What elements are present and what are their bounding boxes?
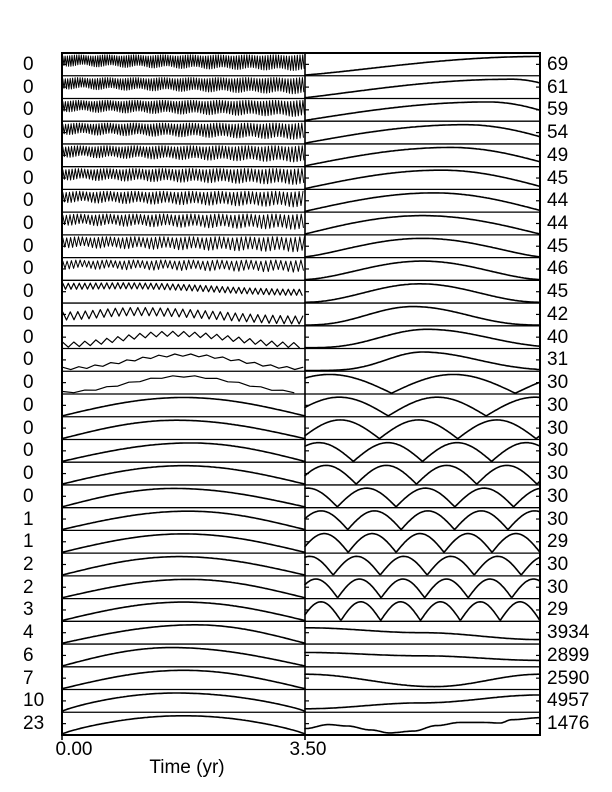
row-left-label: 0 xyxy=(23,144,34,166)
row-right-label: 42 xyxy=(547,303,569,325)
row-right-label: 54 xyxy=(547,122,569,144)
row-left-label: 0 xyxy=(23,99,34,121)
row-left-label: 4 xyxy=(23,622,34,644)
row-left-label: 6 xyxy=(23,644,34,666)
row-right-label: 30 xyxy=(547,372,569,394)
row-left-label: 3 xyxy=(23,599,34,621)
row-left-label: 0 xyxy=(23,417,34,439)
x-axis-tick-right: 3.50 xyxy=(289,739,327,760)
row-right-label: 61 xyxy=(547,76,569,98)
row-right-label: 45 xyxy=(547,281,569,303)
row-left-label: 0 xyxy=(23,281,34,303)
row-left-label: 10 xyxy=(23,690,45,712)
row-left-label: 0 xyxy=(23,190,34,212)
row-left-label: 1 xyxy=(23,531,34,553)
row-left-label: 0 xyxy=(23,372,34,394)
row-left-label: 0 xyxy=(23,53,34,75)
row-right-label: 30 xyxy=(547,394,569,416)
row-right-label: 2899 xyxy=(547,644,590,666)
row-left-label: 0 xyxy=(23,213,34,234)
row-left-label: 0 xyxy=(23,463,34,485)
row-right-label: 49 xyxy=(547,144,569,166)
row-right-label: 1476 xyxy=(547,713,590,735)
row-right-label: 31 xyxy=(547,349,569,371)
row-right-label: 40 xyxy=(547,326,569,348)
row-right-label: 29 xyxy=(547,531,569,553)
row-right-label: 30 xyxy=(547,485,569,507)
row-left-label: 0 xyxy=(23,303,34,325)
row-left-label: 1 xyxy=(23,508,34,530)
row-right-label: 45 xyxy=(547,235,569,257)
row-left-label: 0 xyxy=(23,394,34,416)
row-left-label: 0 xyxy=(23,122,34,144)
row-right-label: 2590 xyxy=(547,667,590,689)
row-left-label: 2 xyxy=(23,554,34,575)
row-right-label: 59 xyxy=(547,99,569,121)
row-left-label: 2 xyxy=(23,576,34,598)
row-right-label: 29 xyxy=(547,599,569,621)
x-axis-title: Time (yr) xyxy=(149,757,225,778)
row-right-label: 44 xyxy=(547,190,569,212)
row-right-label: 44 xyxy=(547,213,569,234)
row-right-label: 46 xyxy=(547,258,569,280)
row-right-label: 30 xyxy=(547,463,569,485)
row-right-label: 45 xyxy=(547,167,569,189)
row-right-label: 30 xyxy=(547,508,569,530)
row-right-label: 4957 xyxy=(547,690,590,712)
row-left-label: 0 xyxy=(23,326,34,348)
row-right-label: 30 xyxy=(547,440,569,462)
row-left-label: 0 xyxy=(23,349,34,371)
row-right-label: 69 xyxy=(547,53,569,75)
row-left-label: 0 xyxy=(23,258,34,280)
row-left-label: 23 xyxy=(23,713,45,735)
x-axis-tick-left: 0.00 xyxy=(55,739,93,760)
row-left-label: 0 xyxy=(23,485,34,507)
row-right-label: 30 xyxy=(547,417,569,439)
row-left-label: 7 xyxy=(23,667,34,689)
row-right-label: 3934 xyxy=(547,622,590,644)
row-right-label: 30 xyxy=(547,554,569,575)
row-left-label: 0 xyxy=(23,235,34,257)
row-left-label: 0 xyxy=(23,440,34,462)
row-right-label: 30 xyxy=(547,576,569,598)
row-left-label: 0 xyxy=(23,76,34,98)
row-left-label: 0 xyxy=(23,167,34,189)
